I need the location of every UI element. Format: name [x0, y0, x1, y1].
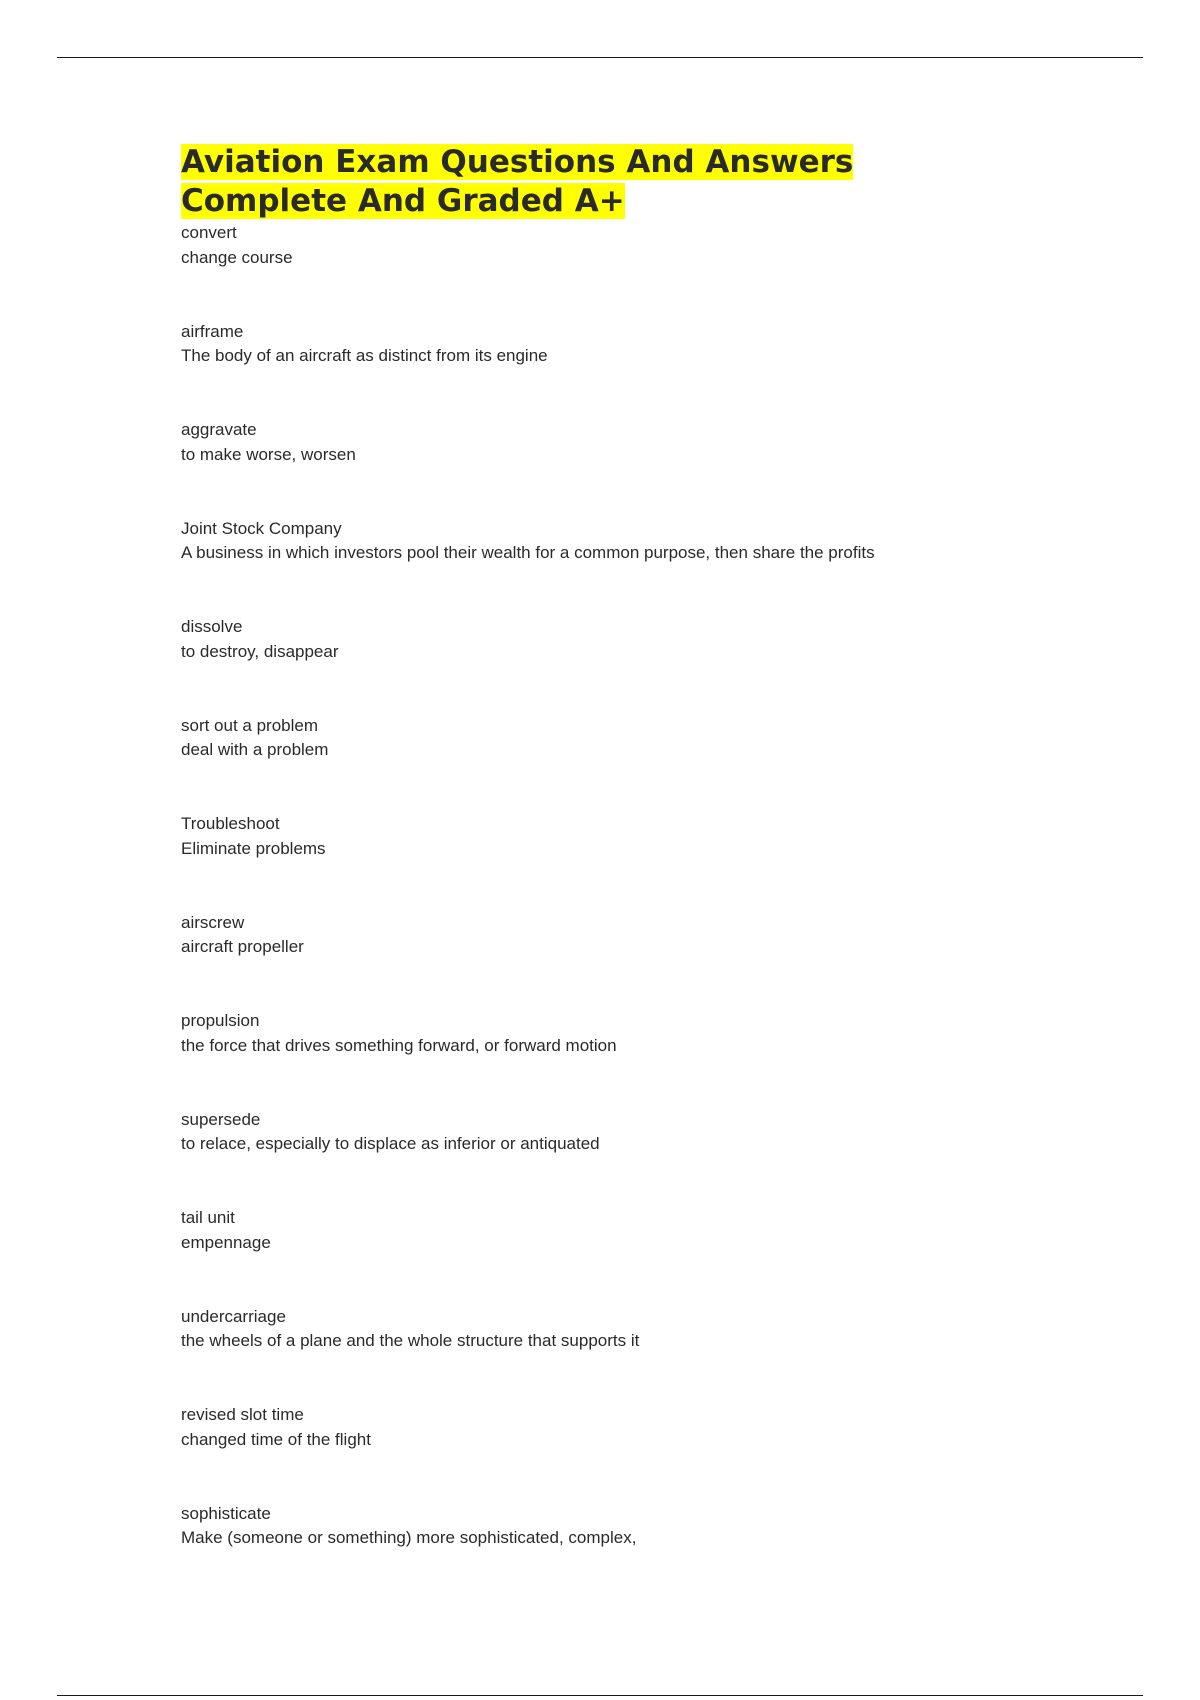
title-line-2: Complete And Graded A+	[181, 183, 625, 219]
term-entry	[181, 1108, 1081, 1207]
definition: the force that drives something forward, or forward motion	[181, 1035, 617, 1055]
definition: to destroy, disappear	[181, 641, 339, 661]
definition: to make worse, worsen	[181, 444, 356, 464]
definition: aircraft propeller	[181, 937, 304, 956]
term: undercarriage	[181, 1306, 286, 1326]
term: convert	[181, 223, 237, 242]
term: airframe	[181, 321, 244, 341]
term: airscrew	[181, 912, 245, 932]
term-entry	[181, 615, 1081, 714]
footer-rule	[57, 1695, 1143, 1696]
definition: Eliminate problems	[181, 838, 326, 858]
definition: deal with a problem	[181, 740, 329, 759]
definition: A business in which investors pool their wealth for a common purpose, then share the profits	[181, 543, 875, 562]
term: supersede	[181, 1109, 261, 1129]
term-entry	[181, 1502, 1081, 1601]
term: aggravate	[181, 420, 257, 439]
header-rule	[57, 57, 1143, 58]
term-entry	[181, 714, 1081, 813]
term: sophisticate	[181, 1503, 271, 1523]
title-line-1: Aviation Exam Questions And Answers	[181, 144, 854, 180]
document-title	[181, 143, 1081, 221]
document-body	[181, 143, 1081, 1600]
definition: the wheels of a plane and the whole structure that supports it	[181, 1331, 640, 1350]
term-entry	[181, 320, 1081, 419]
term-entry	[181, 1403, 1081, 1502]
term-entry	[181, 812, 1081, 911]
definition: change course	[181, 247, 293, 267]
term: dissolve	[181, 617, 243, 636]
term-entry	[181, 1206, 1081, 1305]
term-entry	[181, 1009, 1081, 1108]
definition: to relace, especially to displace as inferior or antiquated	[181, 1134, 600, 1153]
term: Troubleshoot	[181, 814, 280, 833]
term: revised slot time	[181, 1405, 304, 1424]
term: sort out a problem	[181, 715, 319, 735]
definition: The body of an aircraft as distinct from its engine	[181, 346, 548, 365]
term-entry	[181, 221, 1081, 320]
definition: empennage	[181, 1232, 271, 1252]
term-list	[181, 221, 1081, 1600]
definition: changed time of the flight	[181, 1429, 371, 1449]
term: tail unit	[181, 1208, 235, 1227]
term-entry	[181, 911, 1081, 1010]
term-entry	[181, 517, 1081, 616]
term: Joint Stock Company	[181, 518, 342, 538]
definition: Make (someone or something) more sophisticated, complex,	[181, 1528, 637, 1547]
term-entry	[181, 418, 1081, 517]
term: propulsion	[181, 1011, 260, 1030]
term-entry	[181, 1305, 1081, 1404]
